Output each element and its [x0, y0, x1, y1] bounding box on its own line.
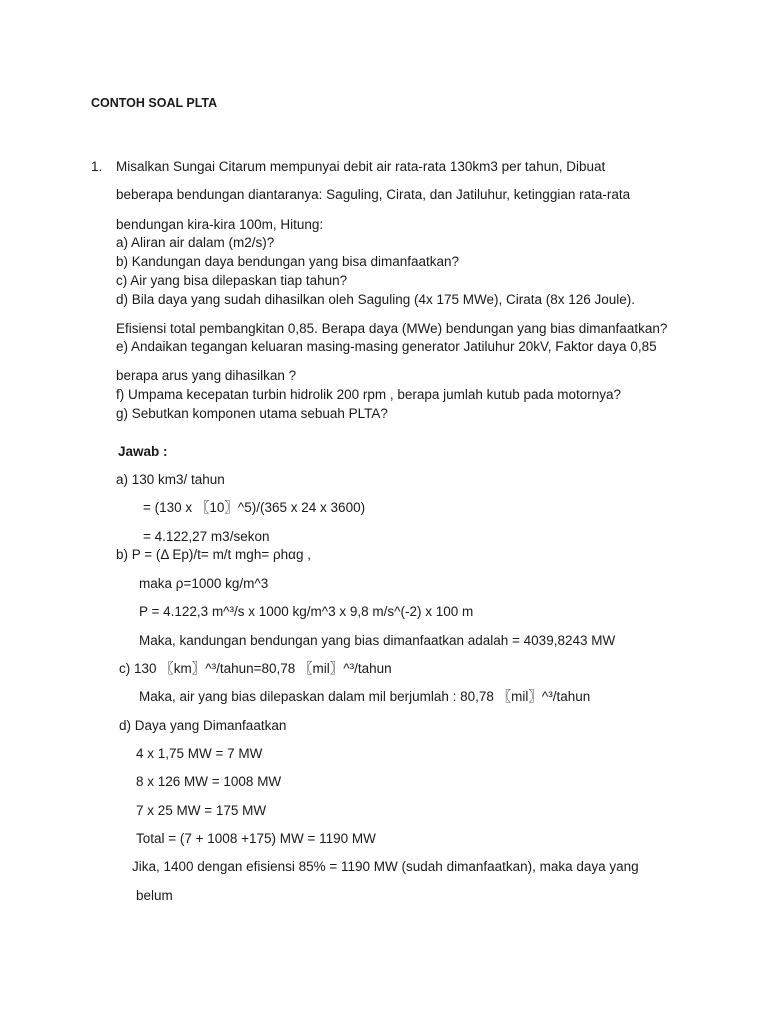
- question-line: beberapa bendungan diantaranya: Saguling, Cirata, dan Jatiluhur, ketinggian rata-rata: [116, 187, 631, 202]
- question-item-e: e) Andaikan tegangan keluaran masing-masing generator Jatiluhur 20kV, Faktor daya 0,85: [116, 339, 657, 354]
- answer-line: maka ρ=1000 kg/m^3: [139, 576, 269, 591]
- question-item-d: d) Bila daya yang sudah dihasilkan oleh Saguling (4x 175 MWe), Cirata (8x 126 Joule).: [116, 292, 636, 307]
- answer-line: b) P = (Δ Ep)/t= m/t mgh= ρhαg ,: [116, 547, 311, 562]
- question-line: bendungan kira-kira 100m, Hitung:: [116, 217, 324, 232]
- answer-line: 4 x 1,75 MW = 7 MW: [136, 746, 263, 761]
- question-number: 1.: [91, 159, 103, 174]
- answer-line: a) 130 km3/ tahun: [116, 472, 225, 487]
- answer-line: 7 x 25 MW = 175 MW: [136, 803, 267, 818]
- question-line: berapa arus yang dihasilkan ?: [116, 368, 297, 383]
- answer-line: 8 x 126 MW = 1008 MW: [136, 774, 282, 789]
- answer-line: c) 130 〖km〗^³/tahun=80,78 〖mil〗^³/tahun: [119, 661, 392, 676]
- answer-heading: Jawab :: [118, 444, 168, 459]
- answer-line: belum: [136, 888, 173, 903]
- page-title: CONTOH SOAL PLTA: [91, 96, 218, 110]
- answer-line: Total = (7 + 1008 +175) MW = 1190 MW: [136, 831, 376, 846]
- question-item-c: c) Air yang bisa dilepaskan tiap tahun?: [116, 273, 348, 288]
- answer-line: d) Daya yang Dimanfaatkan: [119, 718, 287, 733]
- question-item-b: b) Kandungan daya bendungan yang bisa dimanfaatkan?: [116, 254, 460, 269]
- answer-line: = (130 x 〖10〗^5)/(365 x 24 x 3600): [143, 500, 366, 515]
- answer-line: Maka, air yang bias dilepaskan dalam mil berjumlah : 80,78 〖mil〗^³/tahun: [139, 689, 591, 704]
- answer-line: Jika, 1400 dengan efisiensi 85% = 1190 MW (sudah dimanfaatkan), maka daya yang: [132, 859, 639, 874]
- question-item-a: a) Aliran air dalam (m2/s)?: [116, 235, 275, 250]
- answer-line: = 4.122,27 m3/sekon: [143, 529, 270, 544]
- question-line: Efisiensi total pembangkitan 0,85. Berapa daya (MWe) bendungan yang bias dimanfaatkan?: [116, 321, 668, 336]
- question-item-g: g) Sebutkan komponen utama sebuah PLTA?: [116, 406, 388, 421]
- answer-line: Maka, kandungan bendungan yang bias dimanfaatkan adalah = 4039,8243 MW: [139, 633, 616, 648]
- answer-line: P = 4.122,3 m^³/s x 1000 kg/m^3 x 9,8 m/s^(-2) x 100 m: [139, 604, 474, 619]
- question-item-f: f) Umpama kecepatan turbin hidrolik 200 rpm , berapa jumlah kutub pada motornya?: [116, 387, 622, 402]
- question-line: Misalkan Sungai Citarum mempunyai debit air rata-rata 130km3 per tahun, Dibuat: [116, 159, 606, 174]
